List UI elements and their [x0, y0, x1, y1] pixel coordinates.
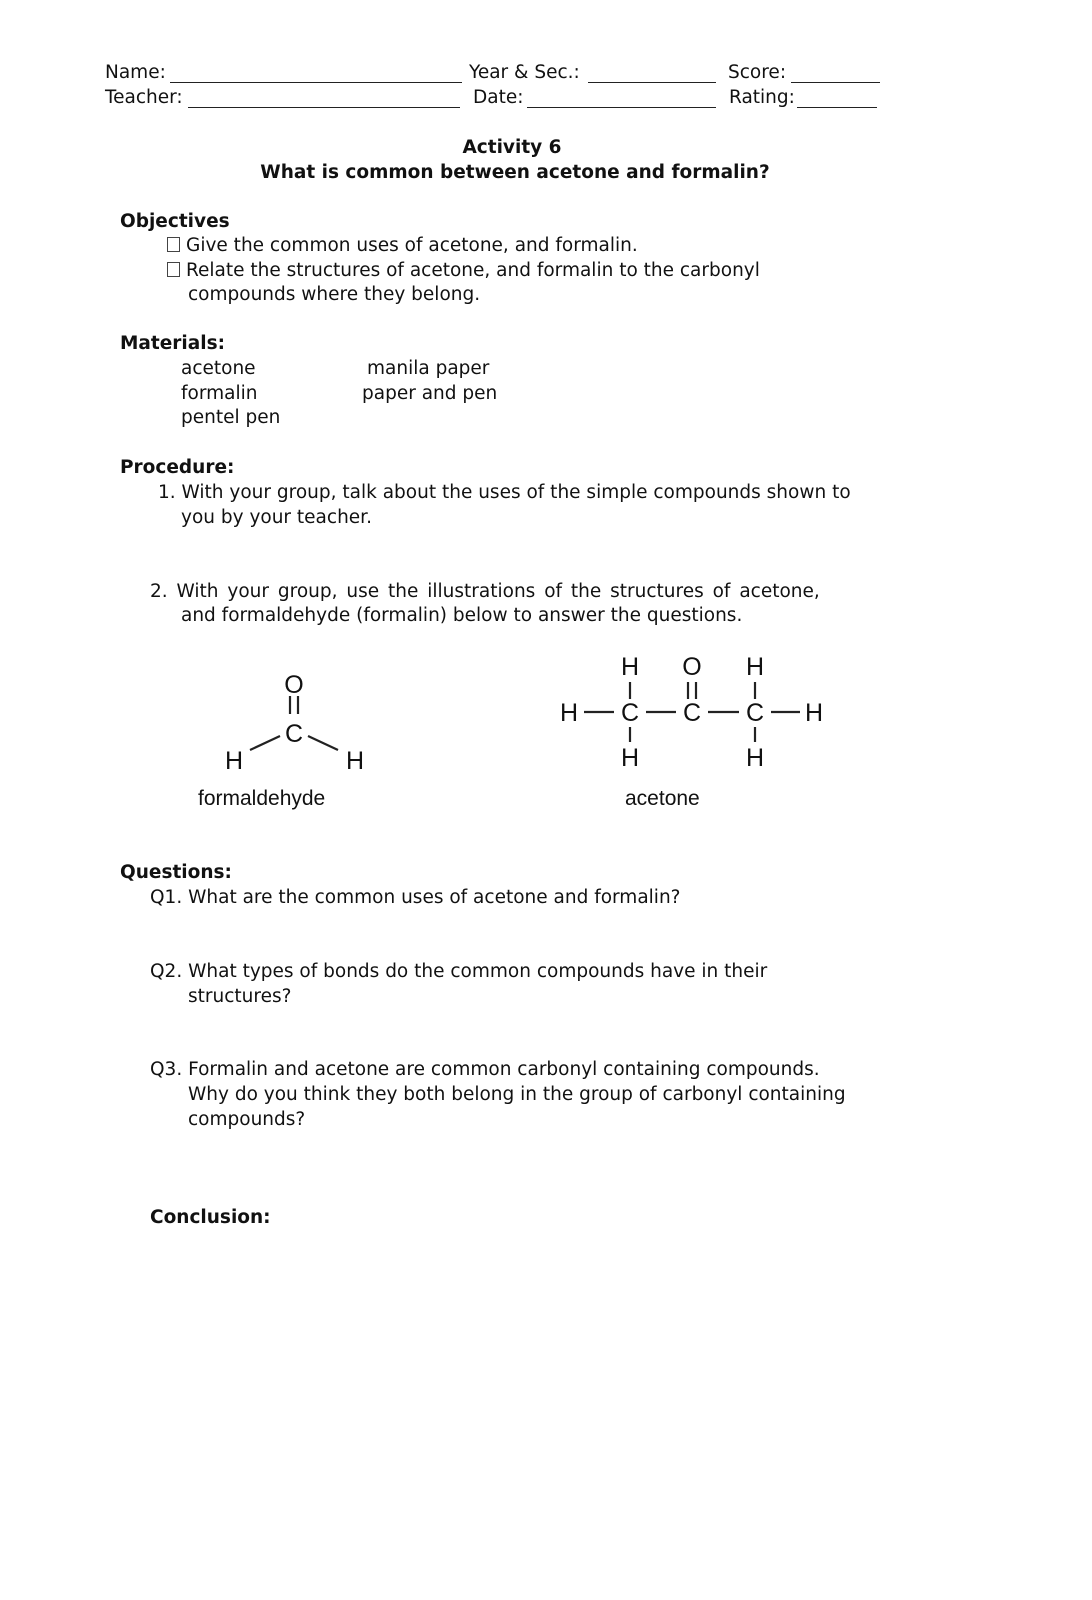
formaldehyde-structure [225, 671, 364, 775]
objective-item: Give the common uses of acetone, and formalin. [167, 234, 638, 258]
objective-item-continued: compounds where they belong. [188, 284, 481, 305]
material-item: acetone [181, 358, 256, 379]
activity-number: Activity 6 [462, 137, 562, 158]
procedure-heading: Procedure: [120, 457, 235, 478]
date-label: Date: [473, 87, 524, 108]
question-3: Q3. Formalin and acetone are common carbonyl containing compounds. [150, 1059, 820, 1080]
procedure-step-2-cont: and formaldehyde (formalin) below to answer the questions. [181, 605, 743, 626]
atom-hydrogen: H [345, 747, 365, 775]
atom-hydrogen: H [620, 744, 640, 772]
rating-label: Rating: [729, 87, 795, 108]
atom-carbon: C [745, 699, 765, 727]
bond-line [250, 736, 280, 750]
atom-carbon: C [682, 699, 702, 727]
name-label: Name: [105, 62, 166, 83]
bond-line [308, 736, 338, 750]
acetone-structure [560, 653, 823, 772]
question-3-cont: compounds? [188, 1109, 306, 1130]
objective-item: Relate the structures of acetone, and formalin to the carbonyl [167, 259, 760, 283]
teacher-label: Teacher: [105, 87, 183, 108]
atom-hydrogen: H [745, 744, 765, 772]
questions-heading: Questions: [120, 862, 232, 883]
material-item: manila paper [367, 358, 490, 379]
question-1: Q1. What are the common uses of acetone and formalin? [150, 887, 681, 908]
acetone-label: acetone [625, 787, 700, 810]
atom-hydrogen: H [620, 653, 640, 681]
atom-hydrogen: H [224, 747, 244, 775]
atom-oxygen: O [284, 671, 304, 699]
material-item: formalin [181, 383, 258, 404]
conclusion-heading: Conclusion: [150, 1207, 271, 1228]
atom-hydrogen: H [804, 699, 824, 727]
year-sec-label: Year & Sec.: [469, 62, 580, 83]
question-3-cont: Why do you think they both belong in the group of carbonyl containing [188, 1084, 846, 1105]
procedure-step-1: 1. With your group, talk about the uses of the simple compounds shown to [158, 482, 851, 503]
material-item: paper and pen [362, 383, 498, 404]
atom-carbon: C [284, 720, 304, 748]
question-2: Q2. What types of bonds do the common compounds have in their [150, 961, 768, 982]
score-label: Score: [728, 62, 787, 83]
question-2-cont: structures? [188, 986, 292, 1007]
atom-hydrogen: H [745, 653, 765, 681]
atom-oxygen: O [682, 653, 702, 681]
activity-title: What is common between acetone and formalin? [260, 162, 770, 183]
procedure-step-1-cont: you by your teacher. [181, 507, 372, 528]
procedure-step-2: 2. With your group, use the illustrations of the structures of acetone, [150, 581, 820, 602]
materials-heading: Materials: [120, 333, 225, 354]
atom-hydrogen: H [559, 699, 579, 727]
atom-carbon: C [620, 699, 640, 727]
material-item: pentel pen [181, 407, 281, 428]
formaldehyde-label: formaldehyde [198, 787, 326, 810]
objectives-heading: Objectives [120, 211, 230, 232]
